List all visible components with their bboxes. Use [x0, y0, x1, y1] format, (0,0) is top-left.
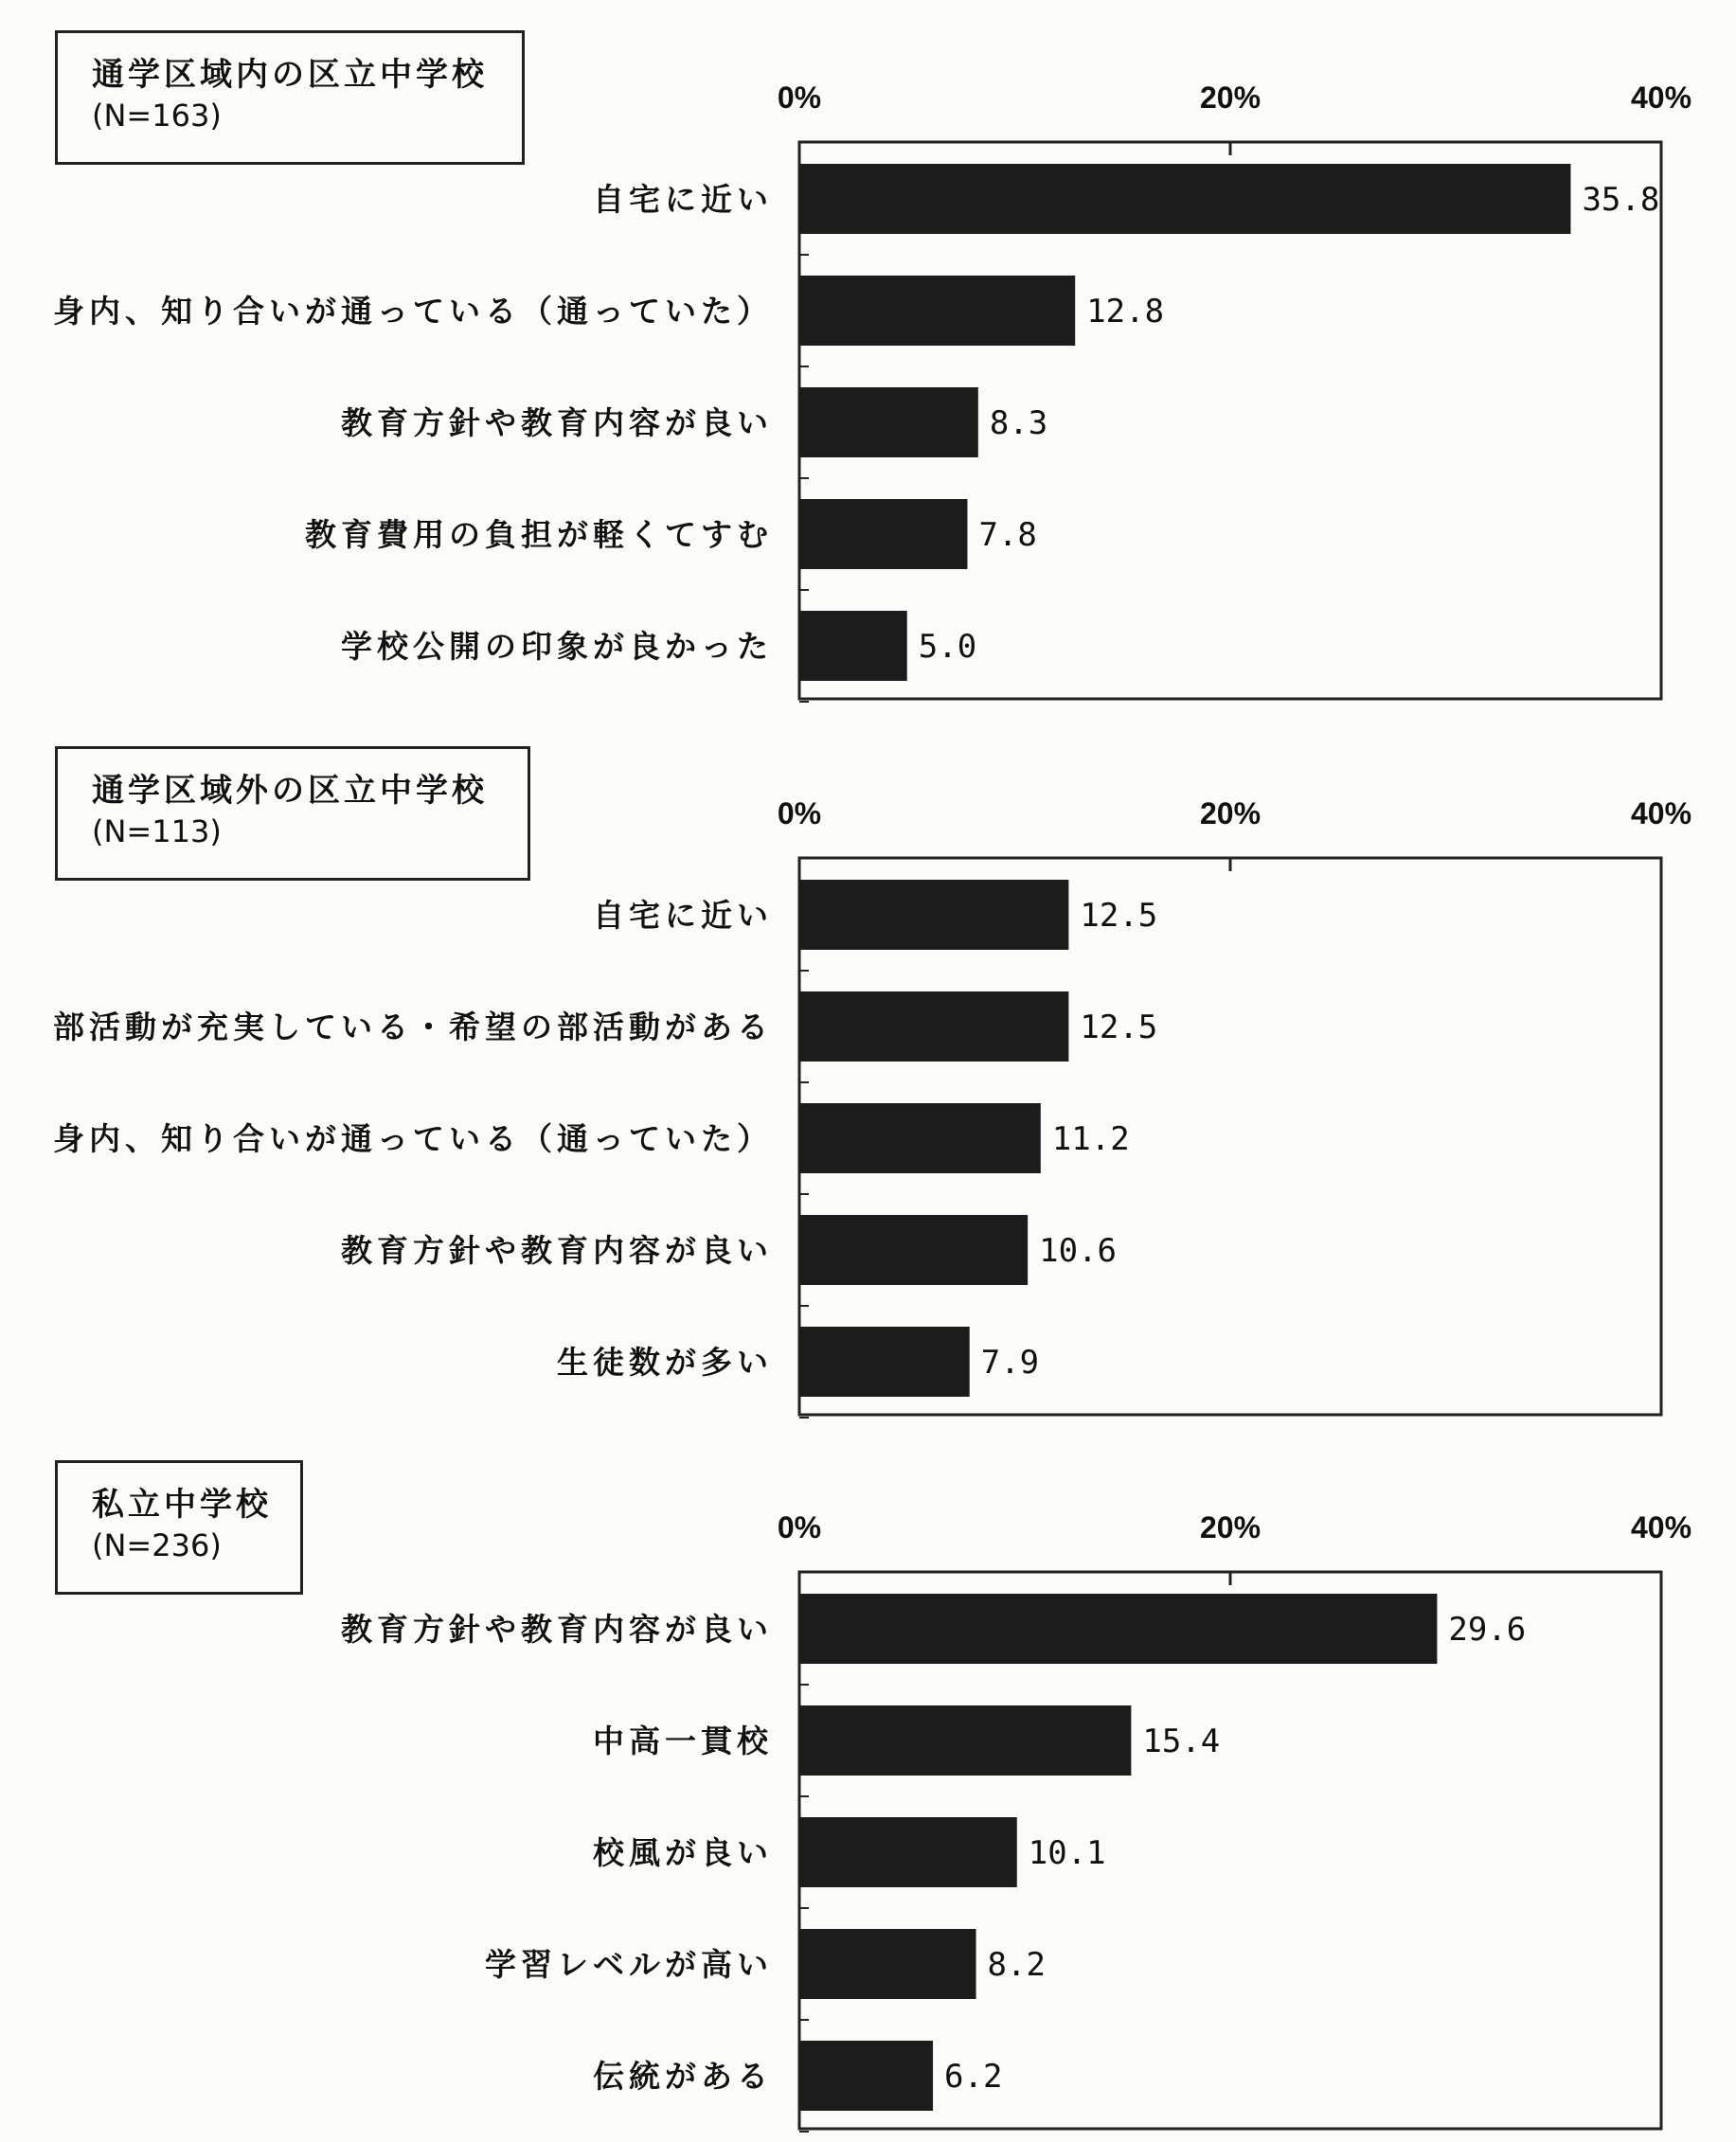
x-tick-label: 20%: [1199, 796, 1262, 830]
bar: [799, 387, 978, 457]
bar: [799, 1215, 1028, 1285]
chart-title-2: 通学区域外の区立中学校: [92, 772, 488, 810]
category-label: 学習レベルが高い: [485, 1946, 773, 1983]
chart-title-3: 私立中学校: [92, 1486, 272, 1524]
category-label: 生徒数が多い: [557, 1344, 773, 1381]
chart-panel-2: [0, 746, 1736, 1428]
data-label: 5.0: [918, 628, 977, 666]
bar: [799, 991, 1068, 1062]
chart-title-box-1: [55, 30, 525, 165]
category-label: 中高一貫校: [593, 1723, 773, 1759]
bar: [799, 1817, 1017, 1887]
category-label: 教育方針や教育内容が良い: [341, 1611, 773, 1648]
bar: [799, 1103, 1041, 1173]
data-label: 10.1: [1028, 1834, 1106, 1872]
bar: [799, 880, 1068, 950]
x-tick-label: 20%: [1199, 1510, 1262, 1544]
data-label: 29.6: [1448, 1611, 1527, 1649]
category-label: 部活動が充実している・希望の部活動がある: [53, 1009, 773, 1045]
bar: [799, 499, 967, 569]
x-tick-label: 0%: [777, 796, 822, 830]
data-label: 12.5: [1080, 1009, 1158, 1046]
category-label: 身内、知り合いが通っている（通っていた）: [53, 1120, 773, 1157]
data-label: 11.2: [1051, 1120, 1130, 1158]
chart-title-box-2: [55, 746, 530, 881]
data-label: 12.8: [1086, 293, 1165, 330]
bar: [799, 1705, 1131, 1776]
x-tick-label: 20%: [1199, 80, 1262, 115]
data-label: 6.2: [944, 2058, 1003, 2096]
x-tick-label: 40%: [1630, 80, 1692, 115]
data-label: 8.2: [987, 1946, 1046, 1984]
data-label: 7.9: [980, 1344, 1040, 1382]
chart-title-box-3: [55, 1460, 303, 1595]
category-label: 身内、知り合いが通っている（通っていた）: [53, 293, 773, 330]
category-label: 伝統がある: [593, 2058, 773, 2095]
bar: [799, 2041, 933, 2111]
chart-subtitle-1: (N=163): [92, 98, 222, 134]
chart-panel-1: [0, 30, 1736, 712]
data-label: 10.6: [1039, 1232, 1118, 1270]
x-tick-label: 0%: [777, 80, 822, 115]
x-tick-label: 40%: [1630, 796, 1692, 830]
bar: [799, 1327, 970, 1397]
category-label: 教育費用の負担が軽くてすむ: [305, 516, 773, 553]
category-label: 学校公開の印象が良かった: [341, 628, 773, 665]
x-tick-label: 40%: [1630, 1510, 1692, 1544]
bar: [799, 164, 1570, 234]
category-label: 教育方針や教育内容が良い: [341, 1232, 773, 1269]
category-label: 自宅に近い: [593, 897, 773, 934]
bar: [799, 1594, 1437, 1664]
chart-subtitle-3: (N=236): [92, 1527, 222, 1563]
chart-subtitle-2: (N=113): [92, 813, 222, 849]
bar: [799, 611, 907, 681]
chart-panel-3: [0, 1460, 1736, 2142]
data-label: 12.5: [1080, 897, 1158, 935]
category-label: 自宅に近い: [593, 181, 773, 218]
data-label: 35.8: [1582, 181, 1660, 219]
data-label: 8.3: [989, 404, 1048, 442]
data-label: 7.8: [978, 516, 1037, 554]
bar: [799, 1929, 976, 1999]
category-label: 教育方針や教育内容が良い: [341, 404, 773, 441]
category-label: 校風が良い: [593, 1834, 773, 1871]
x-tick-label: 0%: [777, 1510, 822, 1544]
chart-title-1: 通学区域内の区立中学校: [92, 56, 488, 94]
data-label: 15.4: [1142, 1723, 1221, 1760]
bar: [799, 276, 1075, 346]
